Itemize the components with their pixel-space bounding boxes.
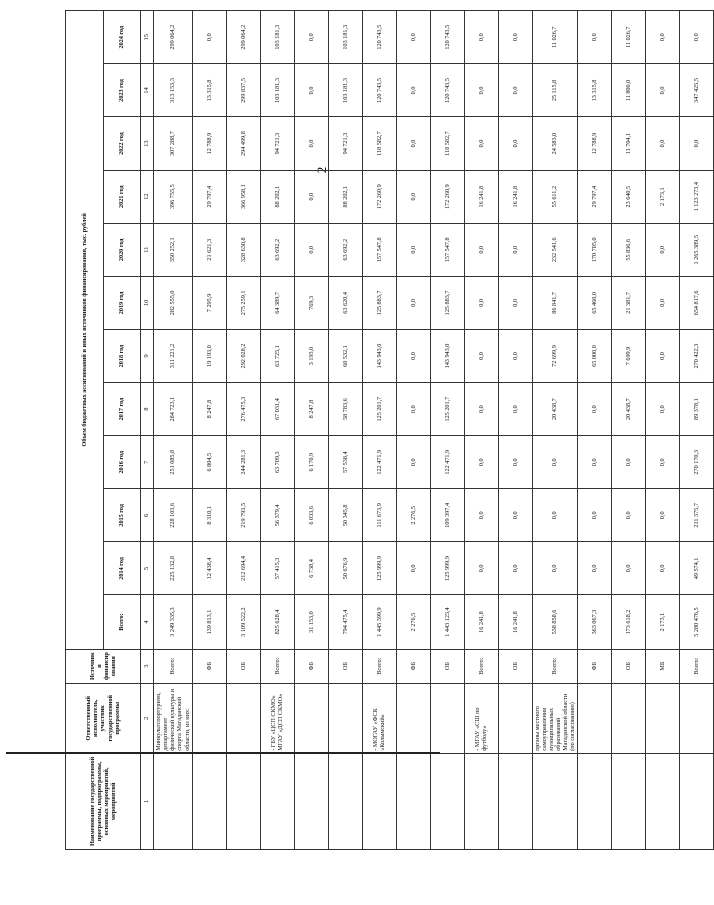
column-number: 6 [141,489,154,542]
table-row [396,11,430,850]
table-cell: 0,0 [464,489,498,542]
table-cell: ФБ [396,649,430,683]
table-cell: 103 181,3 [328,11,362,64]
table-cell: 0,0 [192,11,226,64]
table-row [192,11,226,850]
table-cell [612,683,646,753]
table-cell: 125 999,9 [362,542,396,595]
table-cell: 769,3 [294,276,328,329]
table-cell: 2 276,5 [396,489,430,542]
table-cell: 21 381,7 [612,276,646,329]
table-cell: 125 883,7 [362,276,396,329]
table-cell: 12 788,9 [578,117,612,170]
column-number: 15 [141,11,154,64]
table-cell: ОБ [498,649,532,683]
table-cell: 0,0 [294,64,328,117]
table-cell: 120 743,5 [430,64,464,117]
column-number: 10 [141,276,154,329]
table-cell: 23 640,5 [612,170,646,223]
column-number: 12 [141,170,154,223]
table-cell: 225 132,8 [154,542,193,595]
table-cell: 125 201,7 [430,383,464,436]
table-cell: 94 721,3 [328,117,362,170]
header-year: 2016 год [103,436,141,489]
table-cell: 63 709,3 [260,436,294,489]
table-cell: 3 109 522,2 [226,595,260,649]
table-cell: 139 813,1 [192,595,226,649]
column-number: 8 [141,383,154,436]
table-cell: 25 115,8 [532,64,578,117]
table-cell: 16 241,8 [498,595,532,649]
table-cell [328,683,362,753]
table-cell: 0,0 [396,11,430,64]
table-cell: 57 538,4 [328,436,362,489]
header-year: 2019 год [103,276,141,329]
table-cell: 8 247,8 [294,383,328,436]
table-cell: 2 173,1 [646,595,680,649]
table-cell: 143 943,0 [362,329,396,382]
table-row [464,11,498,850]
table-cell: 11 800,0 [612,64,646,117]
table-cell: 654 817,6 [680,276,714,329]
column-number: 1 [141,753,154,849]
table-row [260,11,294,850]
table-cell: 125 999,9 [430,542,464,595]
header-year: 2018 год [103,329,141,382]
table-cell: 60 532,1 [328,329,362,382]
header-year: 2024 год [103,11,141,64]
header-total: Всего: [103,595,141,649]
table-cell: 20 438,7 [532,383,578,436]
table-cell: 0,0 [464,542,498,595]
table-row [646,11,680,850]
table-cell: 538 858,6 [532,595,578,649]
table-cell: 0,0 [294,117,328,170]
page-number: 2 [314,166,329,174]
table-cell [328,753,362,849]
table-cell [646,753,680,849]
table-cell: 0,0 [498,383,532,436]
table-cell: 21 621,3 [192,223,226,276]
table-cell: 0,0 [532,489,578,542]
table-cell: 2 173,1 [646,170,680,223]
table-cell [396,753,430,849]
table-cell: 0,0 [498,329,532,382]
table-cell: 173 618,2 [612,595,646,649]
table-cell: 282 555,0 [154,276,193,329]
table-cell: 307 288,7 [154,117,193,170]
table-cell: 16 241,8 [464,595,498,649]
table-cell: 0,0 [396,117,430,170]
table-cell: 212 694,4 [226,542,260,595]
table-cell: 0,0 [498,436,532,489]
table-row [578,11,612,850]
table-cell: 219 793,5 [226,489,260,542]
table-cell: 63 692,2 [328,223,362,276]
table-cell: 0,0 [578,11,612,64]
table-cell: 0,0 [294,11,328,64]
table-cell: 6 170,9 [294,436,328,489]
table-cell: 157 547,8 [362,223,396,276]
table-cell: 29 797,4 [192,170,226,223]
table-cell: 0,0 [532,436,578,489]
table-cell: 13 315,8 [578,64,612,117]
table-cell: 67 031,4 [260,383,294,436]
table-cell: 211 375,7 [680,489,714,542]
table-cell: Всего: [464,649,498,683]
column-number: 3 [141,649,154,683]
table-cell: 0,0 [646,276,680,329]
table-cell: 1 123 273,4 [680,170,714,223]
table-cell: 50 676,9 [328,542,362,595]
table-cell [192,753,226,849]
table-cell: 1 445 399,9 [362,595,396,649]
table-cell: 0,0 [464,276,498,329]
table-cell: Всего: [260,649,294,683]
table-cell: 0,0 [646,383,680,436]
table-cell: 12 788,9 [192,117,226,170]
table-cell: 88 202,1 [328,170,362,223]
table-cell [532,753,578,849]
table-cell: 270 170,3 [680,436,714,489]
table-row [612,11,646,850]
table-cell [464,753,498,849]
table-cell: 58 783,6 [328,383,362,436]
table-row [294,11,328,850]
table-cell: 0,0 [498,117,532,170]
table-cell: 311 221,2 [154,329,193,382]
header-year: 2021 год [103,170,141,223]
table-cell: 0,0 [396,436,430,489]
table-cell: 244 281,3 [226,436,260,489]
table-cell: органы местного самоуправления муниципальных образований Магаданской области (по согласованию) [532,683,578,753]
table-cell: 0,0 [396,542,430,595]
table-cell: 794 475,4 [328,595,362,649]
table-cell: 0,0 [464,383,498,436]
table-cell: 0,0 [498,64,532,117]
table-cell: 11 026,7 [532,11,578,64]
table-cell [396,683,430,753]
column-number: 11 [141,223,154,276]
table-cell: 170 705,0 [578,223,612,276]
table-cell [498,683,532,753]
table-cell: 0,0 [646,436,680,489]
table-cell: ФБ [294,649,328,683]
table-cell: 0,0 [464,11,498,64]
table-cell: 7 699,9 [612,329,646,382]
table-cell: 172 260,9 [430,170,464,223]
table-cell: 0,0 [578,489,612,542]
table-cell: 125 883,7 [430,276,464,329]
table-cell: 0,0 [396,329,430,382]
table-cell: 0,0 [498,542,532,595]
table-cell [680,683,714,753]
table-cell [294,753,328,849]
table-cell: 120 743,5 [362,64,396,117]
table-cell: 0,0 [646,117,680,170]
table-cell: 396 755,5 [154,170,193,223]
table-cell: - ГБУ «ЦСП СКМО» МГАУ «ДСП СКМО» [260,683,294,753]
table-cell: 50 345,8 [328,489,362,542]
table-cell: 94 721,3 [260,117,294,170]
table-cell: 0,0 [498,276,532,329]
table-cell: ОБ [612,649,646,683]
table-cell: 232 541,6 [532,223,578,276]
table-cell: 292 028,2 [226,329,260,382]
table-cell: 49 574,1 [680,542,714,595]
table-cell: ОБ [226,649,260,683]
header-year: 2022 год [103,117,141,170]
table-cell: 16 241,8 [464,170,498,223]
table-cell: 63 692,2 [260,223,294,276]
table-cell: 299 064,2 [154,11,193,64]
rotated-table-wrapper [65,10,701,850]
table-row [532,11,578,850]
header-source: Источники финансирования [66,649,141,683]
table-cell: 347 425,5 [680,64,714,117]
table-cell: - МОГАУ «ФСК «Колымский» [362,683,396,753]
table-cell: 157 547,8 [430,223,464,276]
table-cell: 65 000,0 [578,329,612,382]
table-cell: 0,0 [646,542,680,595]
table-cell [362,753,396,849]
column-number-row [141,11,154,850]
table-cell: 6 804,5 [192,436,226,489]
table-cell: 299 837,5 [226,64,260,117]
table-cell: 172 260,9 [362,170,396,223]
horizontal-rule [6,752,440,754]
table-cell: 8 310,1 [192,489,226,542]
table-cell: 55 611,2 [532,170,578,223]
table-cell: 0,0 [396,223,430,276]
table-cell [226,753,260,849]
table-cell: 0,0 [396,276,430,329]
table-cell: 72 699,9 [532,329,578,382]
table-cell: 313 153,3 [154,64,193,117]
table-cell: 0,0 [532,542,578,595]
table-cell: ОБ [430,649,464,683]
header-responsible: Ответственный исполнитель, участник государственной программы [66,683,141,753]
table-cell: 251 085,8 [154,436,193,489]
table-cell [430,753,464,849]
table-cell: 5 280 476,5 [680,595,714,649]
table-cell: 0,0 [396,64,430,117]
table-cell: Всего: [362,649,396,683]
table-cell: 0,0 [396,383,430,436]
table-cell: 0,0 [646,223,680,276]
table-cell: 12 438,4 [192,542,226,595]
column-number: 2 [141,683,154,753]
table-cell: 0,0 [646,11,680,64]
table-cell [192,683,226,753]
table-cell: 103 181,3 [328,64,362,117]
table-cell: 0,0 [464,436,498,489]
table-cell: 0,0 [464,117,498,170]
table-cell: 31 153,0 [294,595,328,649]
table-cell: 0,0 [396,170,430,223]
table-row [680,11,714,850]
header-year: 2017 год [103,383,141,436]
table-cell: 120 743,5 [362,11,396,64]
table-cell [498,753,532,849]
column-number: 14 [141,64,154,117]
table-cell: Всего: [532,649,578,683]
funding-table [65,10,714,850]
table-cell: 350 252,1 [154,223,193,276]
table-cell: ФБ [192,649,226,683]
table-cell: 0,0 [646,64,680,117]
table-cell: 118 582,7 [430,117,464,170]
table-cell: 284 723,1 [154,383,193,436]
table-cell: 0,0 [612,436,646,489]
table-row [498,11,532,850]
header-year: 2023 год [103,64,141,117]
table-cell: 13 315,8 [192,64,226,117]
table-cell [680,753,714,849]
column-number: 9 [141,329,154,382]
table-cell [294,683,328,753]
table-cell: 8 247,8 [192,383,226,436]
table-cell: 299 064,2 [226,11,260,64]
table-cell: 294 499,8 [226,117,260,170]
column-number: 7 [141,436,154,489]
table-cell: 0,0 [578,383,612,436]
table-cell: 6 033,6 [294,489,328,542]
table-cell: 1 265 389,5 [680,223,714,276]
table-cell: 0,0 [680,11,714,64]
table-cell: 122 471,9 [362,436,396,489]
table-cell: 0,0 [464,64,498,117]
table-cell: 0,0 [498,489,532,542]
table-cell: 19 193,0 [192,329,226,382]
header-year: 2015 год [103,489,141,542]
table-cell: 56 379,4 [260,489,294,542]
table-cell: 86 841,7 [532,276,578,329]
table-cell: ОБ [328,649,362,683]
table-cell: 2 276,5 [396,595,430,649]
table-cell [578,753,612,849]
table-cell: 1 443 123,4 [430,595,464,649]
table-cell: 0,0 [578,436,612,489]
table-cell: ФБ [578,649,612,683]
table-cell: 366 958,1 [226,170,260,223]
table-cell: 89 378,1 [680,383,714,436]
table-cell: - МГАУ «СШ по футболу» [464,683,498,753]
table-cell: 24 583,0 [532,117,578,170]
table-cell: 0,0 [578,542,612,595]
header-name: Наименование государственной программы, подпрограммы, основных мероприятий, мероприятий [66,753,141,849]
table-cell [154,753,193,849]
table-cell: 16 241,8 [498,170,532,223]
table-cell: 0,0 [294,170,328,223]
table-cell: 64 389,7 [260,276,294,329]
table-body [154,11,714,850]
table-cell: 55 836,6 [612,223,646,276]
table-cell: 88 202,1 [260,170,294,223]
table-cell: 328 630,8 [226,223,260,276]
table-cell [226,683,260,753]
table-cell [578,683,612,753]
table-cell: 103 181,3 [260,11,294,64]
table-row [226,11,260,850]
table-cell: 0,0 [498,223,532,276]
table-cell: 0,0 [294,223,328,276]
table-cell: 0,0 [612,489,646,542]
table-cell: 363 067,3 [578,595,612,649]
table-cell: 65 460,0 [578,276,612,329]
table-cell: 111 673,9 [362,489,396,542]
table-cell: 122 471,9 [430,436,464,489]
table-cell: 11 026,7 [612,11,646,64]
table-cell: 120 743,5 [430,11,464,64]
table-cell [646,683,680,753]
table-cell: МБ [646,649,680,683]
table-cell: 20 438,7 [612,383,646,436]
table-cell: 275 259,1 [226,276,260,329]
table-cell: 0,0 [464,223,498,276]
column-number: 13 [141,117,154,170]
table-cell: 57 415,3 [260,542,294,595]
table-cell: Всего: [680,649,714,683]
column-number: 4 [141,595,154,649]
table-cell: 228 103,6 [154,489,193,542]
table-cell: 825 628,4 [260,595,294,649]
table-cell: 0,0 [646,489,680,542]
header-funding-group: Объем бюджетных ассигнований и иных источников финансирования, тыс. рублей [66,11,104,650]
header-year: 2014 год [103,542,141,595]
table-cell: 0,0 [646,329,680,382]
table-row [328,11,362,850]
table-cell: 0,0 [680,117,714,170]
table-cell: 125 201,7 [362,383,396,436]
table-cell: 103 181,3 [260,64,294,117]
table-cell: 109 397,4 [430,489,464,542]
table-row [154,11,193,850]
table-cell: 63 620,4 [328,276,362,329]
table-cell: 11 704,1 [612,117,646,170]
table-cell: 6 738,4 [294,542,328,595]
table-cell: 143 943,0 [430,329,464,382]
table-cell: Всего: [154,649,193,683]
table-cell: 270 422,3 [680,329,714,382]
column-number: 5 [141,542,154,595]
table-cell [260,753,294,849]
table-cell [430,683,464,753]
table-cell: 3 193,0 [294,329,328,382]
table-cell: 276 475,3 [226,383,260,436]
table-cell: 0,0 [612,542,646,595]
table-cell: 7 295,9 [192,276,226,329]
table-cell: 3 249 335,3 [154,595,193,649]
table-cell: Минкультспортуризм, департамент физической культуры и спорта Магаданской области, из них: [154,683,193,753]
table-cell [612,753,646,849]
table-cell: 63 725,1 [260,329,294,382]
table-row [362,11,396,850]
table-cell: 0,0 [464,329,498,382]
table-cell: 29 797,4 [578,170,612,223]
table-row [430,11,464,850]
table-cell: 0,0 [498,11,532,64]
header-year: 2020 год [103,223,141,276]
table-cell: 118 582,7 [362,117,396,170]
